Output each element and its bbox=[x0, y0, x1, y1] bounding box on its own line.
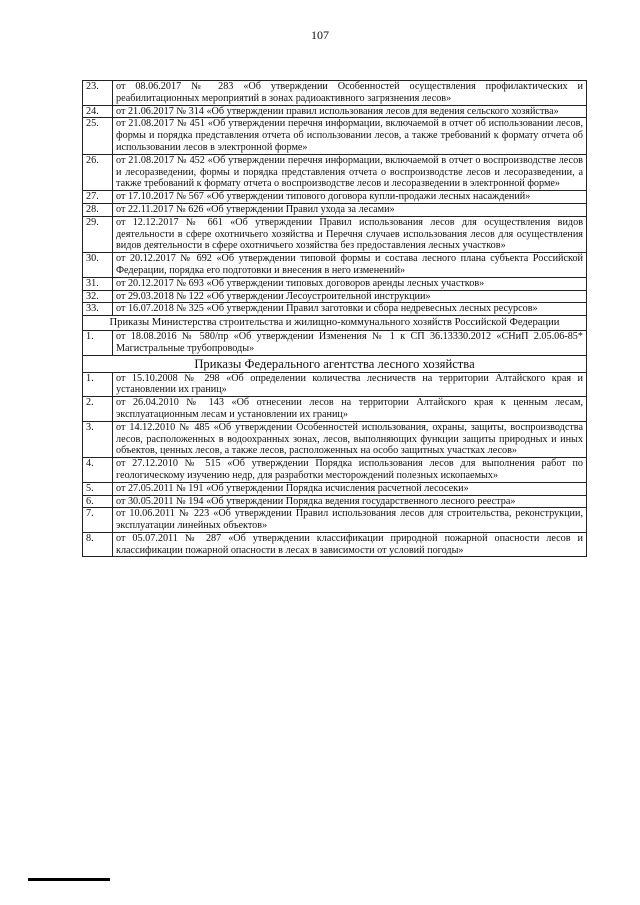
row-text: от 21.08.2017 № 451 «Об утверждении перечня информации, включаемой в отчет об использовании лесов, формы и порядка представления отчета об использовании лесов, а также требований к формату отчета об использовании лесов в электронной форме» bbox=[113, 118, 587, 154]
row-number: 26. bbox=[83, 154, 113, 190]
row-number: 33. bbox=[83, 303, 113, 316]
table-row bbox=[83, 118, 587, 154]
row-text: от 20.12.2017 № 692 «Об утверждении типовой формы и состава лесного плана субъекта Российской Федерации, порядка его подготовки и внесения в него изменений» bbox=[113, 253, 587, 278]
row-number: 25. bbox=[83, 118, 113, 154]
section-header: Приказы Федерального агентства лесного хозяйства bbox=[83, 355, 587, 372]
row-text: от 10.06.2011 № 223 «Об утверждении Правил использования лесов для строительства, реконструкции, эксплуатации линейных объектов» bbox=[113, 508, 587, 533]
table-row bbox=[83, 495, 587, 508]
row-text: от 14.12.2010 № 485 «Об утверждении Особенностей использования, охраны, защиты, воспроизводства лесов, расположенных в водоохранных зонах, лесов, выполняющих функции защиты природных и иных объектов, ценных лесов, а также лесов, расположенных на особо защитных участках лесов» bbox=[113, 421, 587, 457]
row-number: 27. bbox=[83, 191, 113, 204]
row-number: 3. bbox=[83, 421, 113, 457]
row-text: от 30.05.2011 № 194 «Об утверждении Порядка ведения государственного лесного реестра» bbox=[113, 495, 587, 508]
row-number: 1. bbox=[83, 330, 113, 355]
table-row bbox=[83, 482, 587, 495]
row-text: от 16.07.2018 № 325 «Об утверждении Правил заготовки и сбора недревесных лесных ресурсов» bbox=[113, 303, 587, 316]
row-text: от 27.12.2010 № 515 «Об утверждении Порядка использования лесов для выполнения работ по геологическому изучению недр, для разработки месторождений полезных ископаемых» bbox=[113, 458, 587, 483]
table-row bbox=[83, 458, 587, 483]
page-number: 107 bbox=[311, 28, 329, 42]
row-number: 2. bbox=[83, 397, 113, 422]
footnote-separator bbox=[28, 878, 110, 881]
row-number: 8. bbox=[83, 532, 113, 557]
row-number: 31. bbox=[83, 277, 113, 290]
row-text: от 08.06.2017 № 283 «Об утверждении Особенностей осуществления профилактических и реабилитационных мероприятий в зонах радиоактивного загрязнения лесов» bbox=[113, 81, 587, 106]
table-row bbox=[83, 290, 587, 303]
row-number: 23. bbox=[83, 81, 113, 106]
table-row bbox=[83, 508, 587, 533]
row-number: 7. bbox=[83, 508, 113, 533]
table-row bbox=[83, 154, 587, 190]
regulations-table bbox=[82, 80, 587, 557]
table-row bbox=[83, 191, 587, 204]
table-row bbox=[83, 532, 587, 557]
table-row bbox=[83, 397, 587, 422]
row-text: от 05.07.2011 № 287 «Об утверждении классификации природной пожарной опасности лесов и классификации пожарной опасности в лесах в зависимости от условий погоды» bbox=[113, 532, 587, 557]
row-number: 4. bbox=[83, 458, 113, 483]
table-row bbox=[83, 421, 587, 457]
row-text: от 18.08.2016 № 580/пр «Об утверждении Изменения № 1 к СП 36.13330.2012 «СНиП 2.05.06-85* Магистральные трубопроводы» bbox=[113, 330, 587, 355]
table-row bbox=[83, 330, 587, 355]
regulations-table-body bbox=[83, 81, 587, 557]
row-number: 1. bbox=[83, 372, 113, 397]
row-text: от 15.10.2008 № 298 «Об определении количества лесничеств на территории Алтайского края и установлении их границ» bbox=[113, 372, 587, 397]
row-text: от 22.11.2017 № 626 «Об утверждении Правил ухода за лесами» bbox=[113, 203, 587, 216]
table-row bbox=[83, 81, 587, 106]
row-text: от 21.06.2017 № 314 «Об утверждении правил использования лесов для ведения сельского хозяйства» bbox=[113, 105, 587, 118]
row-text: от 12.12.2017 № 661 «Об утверждении Правил использования лесов для осуществления видов деятельности в сфере охотничьего хозяйства и Перечня случаев использования лесов для осуществления видов деятельности в сфере охотничьего хозяйства без предоставления лесных участков» bbox=[113, 216, 587, 252]
row-number: 6. bbox=[83, 495, 113, 508]
table-row bbox=[83, 203, 587, 216]
row-text: от 26.04.2010 № 143 «Об отнесении лесов на территории Алтайского края к ценным лесам, эксплуатационным лесам и установлении их границ» bbox=[113, 397, 587, 422]
row-text: от 17.10.2017 № 567 «Об утверждении типового договора купли-продажи лесных насаждений» bbox=[113, 191, 587, 204]
section-header: Приказы Министерства строительства и жилищно-коммунального хозяйств Российской Федерации bbox=[83, 316, 587, 331]
row-number: 30. bbox=[83, 253, 113, 278]
section-header-row bbox=[83, 316, 587, 331]
section-header-row bbox=[83, 355, 587, 372]
table-row bbox=[83, 277, 587, 290]
row-number: 24. bbox=[83, 105, 113, 118]
row-text: от 21.08.2017 № 452 «Об утверждении перечня информации, включаемой в отчет о воспроизводстве лесов и лесоразведении, формы и порядка представления отчета о воспроизводстве лесов и лесоразведении, а также требований к формату отчета о воспроизводстве лесов и лесоразведении в электронной форме» bbox=[113, 154, 587, 190]
row-number: 29. bbox=[83, 216, 113, 252]
table-row bbox=[83, 303, 587, 316]
row-text: от 29.03.2018 № 122 «Об утверждении Лесоустроительной инструкции» bbox=[113, 290, 587, 303]
row-number: 28. bbox=[83, 203, 113, 216]
table-row bbox=[83, 216, 587, 252]
table-row bbox=[83, 105, 587, 118]
row-text: от 20.12.2017 № 693 «Об утверждении типовых договоров аренды лесных участков» bbox=[113, 277, 587, 290]
table-row bbox=[83, 253, 587, 278]
table-row bbox=[83, 372, 587, 397]
row-number: 5. bbox=[83, 482, 113, 495]
row-text: от 27.05.2011 № 191 «Об утверждении Порядка исчисления расчетной лесосеки» bbox=[113, 482, 587, 495]
row-number: 32. bbox=[83, 290, 113, 303]
